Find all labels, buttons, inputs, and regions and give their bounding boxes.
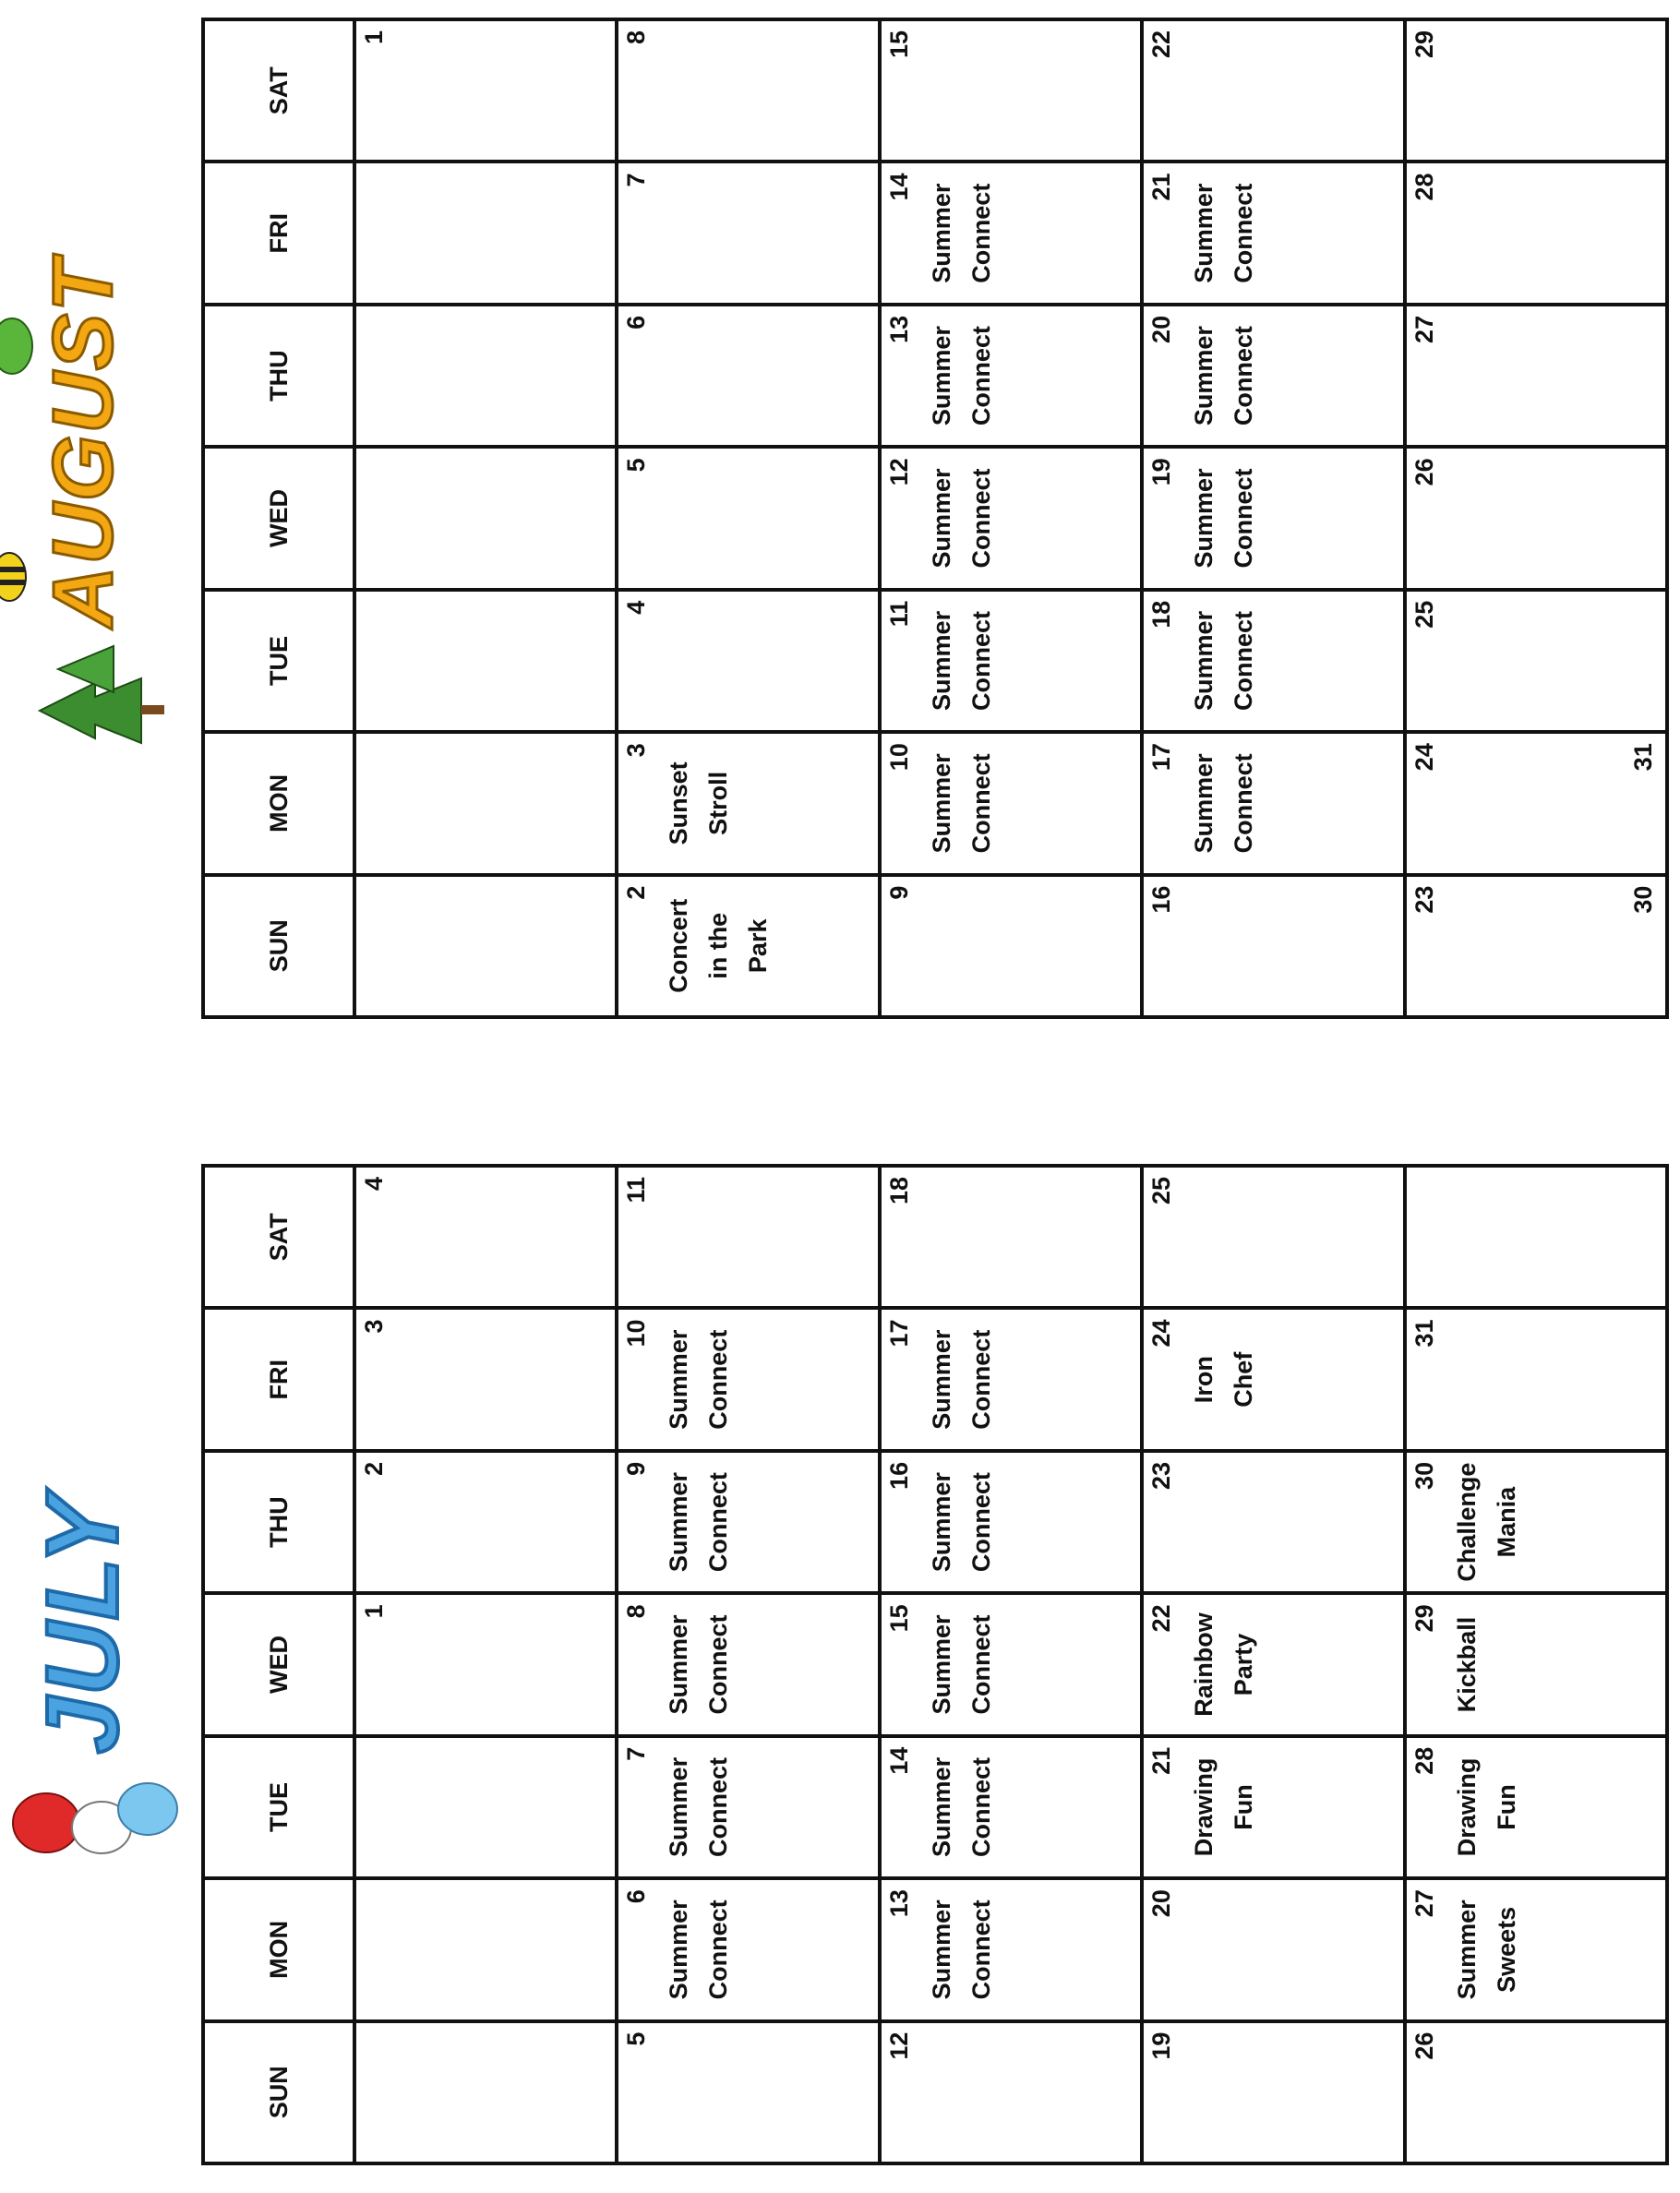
day-number: 25	[1147, 1177, 1176, 1205]
event-label: Summer Connect	[927, 468, 995, 569]
day-cell	[1405, 162, 1667, 304]
day-number: 24	[1147, 1319, 1176, 1348]
week-row	[1405, 19, 1667, 1017]
weekday-header: THU	[203, 1451, 354, 1593]
day-cell	[880, 305, 1142, 447]
weekday-header: TUE	[203, 1736, 354, 1878]
day-cell	[1142, 305, 1404, 447]
day-number: 27	[1410, 1889, 1438, 1918]
day-cell	[1405, 1878, 1667, 2020]
day-number: 4	[360, 1177, 388, 1192]
day-number: 5	[622, 458, 651, 473]
july-banner	[9, 1493, 194, 1864]
day-cell	[617, 1593, 879, 1735]
week-row	[354, 19, 617, 1017]
day-cell	[1142, 1736, 1404, 1878]
day-cell	[880, 1308, 1142, 1450]
day-cell	[617, 447, 879, 589]
event-label: Drawing Fun	[1452, 1757, 1520, 1857]
event-label: Summer Connect	[665, 1756, 733, 1857]
event-label: Summer Connect	[927, 183, 995, 283]
event-label: Iron Chef	[1190, 1351, 1258, 1408]
event-label: Summer Sweets	[1452, 1899, 1520, 2000]
day-number: 15	[884, 30, 913, 59]
day-cell	[1405, 1166, 1667, 1308]
day-number: 17	[884, 1319, 913, 1348]
july-calendar	[201, 1164, 1669, 2165]
week-row	[880, 1166, 1142, 2163]
day-number: 9	[622, 1461, 651, 1476]
day-cell	[354, 1736, 617, 1878]
day-cell	[1142, 732, 1404, 874]
bee-icon	[0, 545, 35, 609]
day-number: 11	[622, 1177, 651, 1204]
day-cell	[617, 1166, 879, 1308]
event-label: Summer Connect	[927, 753, 995, 854]
event-label: Summer Connect	[665, 1614, 733, 1715]
weekday-header: SAT	[203, 1166, 354, 1308]
day-cell	[354, 1451, 617, 1593]
day-cell	[1142, 447, 1404, 589]
day-number: 10	[884, 743, 913, 772]
day-cell	[1142, 1308, 1404, 1450]
event-label: Summer Connect	[665, 1329, 733, 1430]
day-cell	[1405, 590, 1667, 732]
day-number: 14	[884, 173, 913, 201]
day-number-secondary: 31	[1629, 743, 1657, 772]
day-number: 3	[360, 1319, 388, 1334]
day-cell	[1405, 1451, 1667, 1593]
balloons-icon	[9, 1754, 185, 1864]
weekday-header: WED	[203, 447, 354, 589]
day-cell	[354, 1166, 617, 1308]
day-number: 2	[622, 885, 651, 900]
day-cell	[354, 590, 617, 732]
event-label: Summer Connect	[927, 1899, 995, 2000]
day-number: 11	[884, 600, 913, 628]
week-row	[354, 1166, 617, 2163]
day-cell	[1405, 305, 1667, 447]
august-title: AUGUST	[36, 258, 130, 628]
day-cell	[1405, 19, 1667, 162]
event-label: Summer Connect	[1190, 326, 1258, 426]
day-number: 6	[622, 1889, 651, 1904]
day-number: 14	[884, 1746, 913, 1775]
day-cell	[880, 1878, 1142, 2020]
event-label: Summer Connect	[927, 1756, 995, 1857]
day-cell	[1142, 162, 1404, 304]
day-number: 17	[1147, 743, 1176, 772]
day-cell	[354, 875, 617, 1017]
event-label: Drawing Fun	[1190, 1757, 1258, 1857]
day-number: 23	[1147, 1461, 1176, 1490]
day-cell	[354, 2021, 617, 2163]
event-label: Summer Connect	[927, 326, 995, 426]
day-cell	[880, 162, 1142, 304]
day-cell	[354, 19, 617, 162]
day-number: 7	[622, 1746, 651, 1761]
day-number: 24	[1410, 743, 1438, 772]
day-cell	[1405, 1308, 1667, 1450]
event-label: Summer Connect	[665, 1899, 733, 2000]
day-number: 16	[1147, 885, 1176, 914]
day-number: 10	[622, 1319, 651, 1348]
day-number: 19	[1147, 458, 1176, 486]
day-cell	[354, 162, 617, 304]
day-cell	[617, 1878, 879, 2020]
day-number: 19	[1147, 2031, 1176, 2060]
weekday-header: WED	[203, 1593, 354, 1735]
day-cell	[354, 1593, 617, 1735]
day-cell	[1142, 1593, 1404, 1735]
day-cell	[1405, 1593, 1667, 1735]
day-number: 30	[1410, 1461, 1438, 1490]
day-number: 27	[1410, 315, 1438, 343]
event-label: Concert in the Park	[665, 898, 773, 993]
day-number: 31	[1410, 1319, 1438, 1348]
week-row	[1142, 19, 1404, 1017]
day-number: 25	[1410, 600, 1438, 629]
day-number: 3	[622, 743, 651, 758]
weekday-header: SUN	[203, 2021, 354, 2163]
day-cell	[354, 1878, 617, 2020]
frog-icon	[0, 305, 44, 388]
day-cell	[617, 1451, 879, 1593]
day-cell	[617, 1736, 879, 1878]
weekday-header: FRI	[203, 162, 354, 304]
event-label: Summer Connect	[1190, 753, 1258, 854]
day-cell	[880, 1736, 1142, 1878]
day-cell	[880, 1593, 1142, 1735]
day-cell	[880, 590, 1142, 732]
day-cell	[880, 2021, 1142, 2163]
day-cell	[880, 1166, 1142, 1308]
day-number: 21	[1147, 173, 1176, 201]
week-row	[880, 19, 1142, 1017]
day-number: 12	[884, 458, 913, 486]
day-number: 22	[1147, 1604, 1176, 1633]
event-label: Summer Connect	[1190, 468, 1258, 569]
weekday-header-row	[203, 1166, 354, 2163]
event-label: Summer Connect	[927, 1329, 995, 1430]
day-number: 1	[360, 30, 388, 45]
day-number: 16	[884, 1461, 913, 1490]
day-number: 8	[622, 30, 651, 45]
day-cell	[354, 732, 617, 874]
day-cell	[880, 732, 1142, 874]
weekday-header: SAT	[203, 19, 354, 162]
event-label: Summer Connect	[927, 610, 995, 711]
day-cell	[617, 305, 879, 447]
day-cell	[1405, 2021, 1667, 2163]
day-number: 9	[884, 885, 913, 900]
day-cell	[1405, 1736, 1667, 1878]
weekday-header: SUN	[203, 875, 354, 1017]
week-row	[617, 1166, 879, 2163]
july-calendar-grid	[201, 1164, 1669, 2165]
event-label: Challenge Mania	[1452, 1462, 1520, 1582]
event-label: Sunset Stroll	[665, 761, 733, 845]
day-cell	[617, 590, 879, 732]
day-cell	[1405, 732, 1667, 874]
day-cell	[1142, 1451, 1404, 1593]
day-cell	[1142, 1166, 1404, 1308]
day-cell	[617, 2021, 879, 2163]
event-label: Summer Connect	[665, 1472, 733, 1573]
day-number: 28	[1410, 173, 1438, 201]
july-title: JULY	[26, 1493, 139, 1754]
day-number: 18	[1147, 600, 1176, 629]
event-label: Summer Connect	[927, 1614, 995, 1715]
weekday-header: MON	[203, 1878, 354, 2020]
day-cell	[1142, 590, 1404, 732]
day-cell	[1142, 875, 1404, 1017]
event-label: Rainbow Party	[1190, 1612, 1258, 1717]
event-label: Summer Connect	[1190, 610, 1258, 711]
day-number: 8	[622, 1604, 651, 1619]
day-cell	[617, 19, 879, 162]
day-number: 29	[1410, 30, 1438, 59]
day-number: 23	[1410, 885, 1438, 914]
day-cell	[880, 19, 1142, 162]
day-number: 29	[1410, 1604, 1438, 1633]
day-cell	[880, 1451, 1142, 1593]
weekday-header: TUE	[203, 590, 354, 732]
day-number: 4	[622, 600, 651, 615]
event-label: Summer Connect	[1190, 183, 1258, 283]
event-label: Summer Connect	[927, 1472, 995, 1573]
day-number: 6	[622, 315, 651, 330]
day-cell	[354, 1308, 617, 1450]
day-number: 15	[884, 1604, 913, 1633]
august-calendar	[201, 18, 1669, 1019]
day-number: 26	[1410, 458, 1438, 486]
day-number: 22	[1147, 30, 1176, 59]
day-number-secondary: 30	[1629, 885, 1657, 914]
day-number: 2	[360, 1461, 388, 1476]
day-number: 26	[1410, 2031, 1438, 2060]
week-row	[617, 19, 879, 1017]
weekday-header: FRI	[203, 1308, 354, 1450]
day-cell	[880, 875, 1142, 1017]
day-number: 7	[622, 173, 651, 187]
day-number: 28	[1410, 1746, 1438, 1775]
tree-icon	[30, 637, 169, 748]
august-banner	[26, 258, 174, 748]
day-number: 18	[884, 1177, 913, 1205]
day-number: 12	[884, 2031, 913, 2060]
day-cell	[617, 162, 879, 304]
day-cell	[617, 732, 879, 874]
week-row	[1142, 1166, 1404, 2163]
day-cell	[1405, 447, 1667, 589]
day-cell	[617, 875, 879, 1017]
day-cell	[617, 1308, 879, 1450]
day-number: 20	[1147, 1889, 1176, 1918]
august-calendar-grid	[201, 18, 1669, 1019]
day-number: 20	[1147, 315, 1176, 343]
day-number: 1	[360, 1604, 388, 1619]
day-cell	[1142, 1878, 1404, 2020]
week-row	[1405, 1166, 1667, 2163]
day-cell	[354, 447, 617, 589]
day-number: 21	[1147, 1746, 1176, 1775]
day-cell	[1405, 875, 1667, 1017]
day-cell	[880, 447, 1142, 589]
day-number: 5	[622, 2031, 651, 2046]
day-number: 13	[884, 315, 913, 343]
day-cell	[1142, 19, 1404, 162]
day-number: 13	[884, 1889, 913, 1918]
weekday-header-row	[203, 19, 354, 1017]
day-cell	[1142, 2021, 1404, 2163]
day-cell	[354, 305, 617, 447]
weekday-header: MON	[203, 732, 354, 874]
weekday-header: THU	[203, 305, 354, 447]
event-label: Kickball	[1452, 1616, 1481, 1713]
